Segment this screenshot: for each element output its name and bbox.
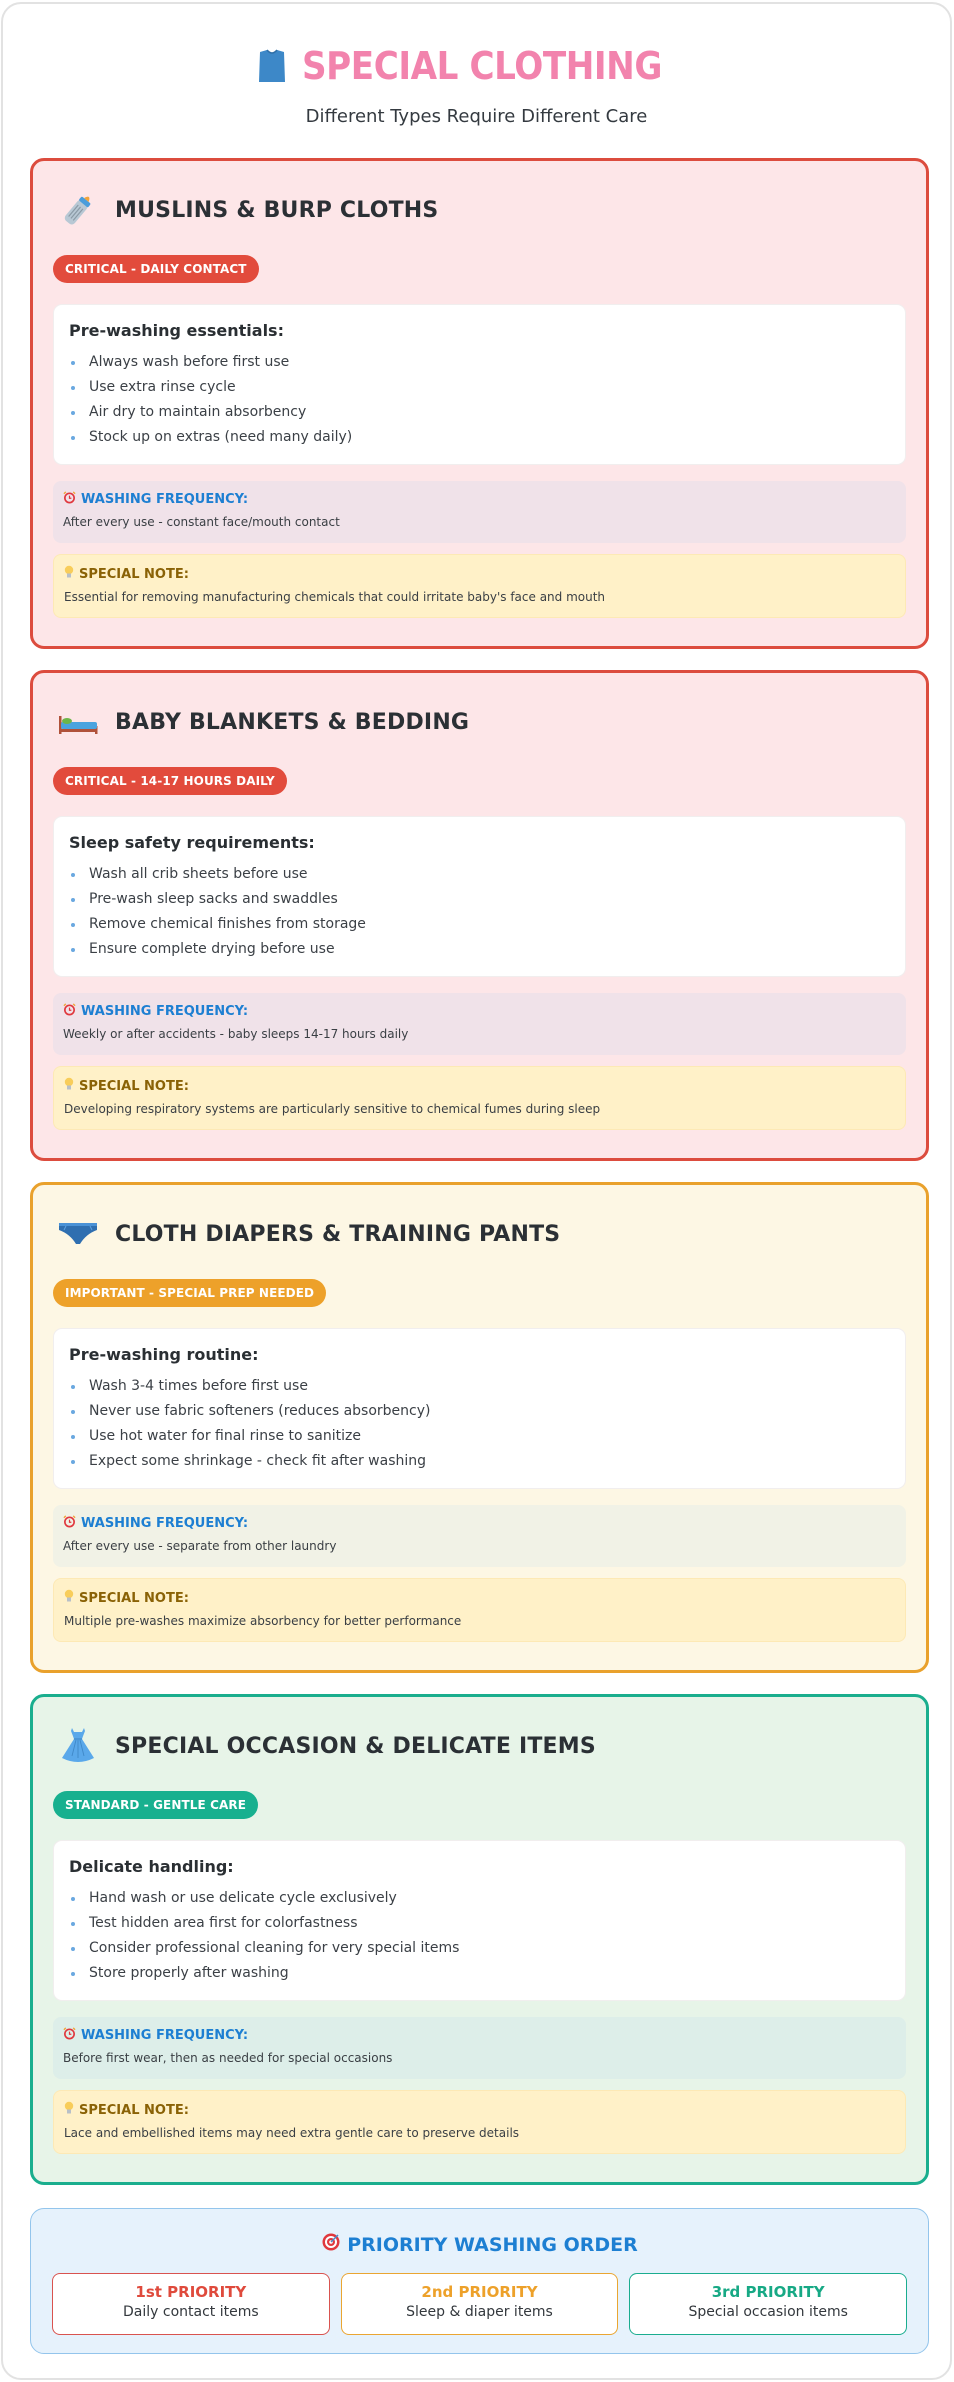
priority-badge: STANDARD - GENTLE CARE bbox=[53, 1791, 258, 1819]
steps-list bbox=[69, 350, 890, 450]
card-title: BABY BLANKETS & BEDDING bbox=[115, 709, 470, 735]
card-title: CLOTH DIAPERS & TRAINING PANTS bbox=[115, 1221, 561, 1247]
list-item: Air dry to maintain absorbency bbox=[69, 400, 890, 425]
list-item: Ensure complete drying before use bbox=[69, 937, 890, 962]
page-container bbox=[1, 2, 952, 2380]
target-icon bbox=[321, 2232, 341, 2257]
frequency-label-row bbox=[63, 1003, 896, 1020]
frequency-label-row bbox=[63, 2027, 896, 2044]
special-note-box bbox=[53, 554, 906, 618]
steps-box bbox=[53, 816, 906, 977]
list-item: Never use fabric softeners (reduces absorbency) bbox=[69, 1399, 890, 1424]
washing-frequency-box bbox=[53, 481, 906, 543]
priority-desc: Special occasion items bbox=[688, 2304, 848, 2320]
title-row bbox=[3, 38, 950, 94]
frequency-text: After every use - separate from other laundry bbox=[63, 1539, 337, 1553]
note-label: SPECIAL NOTE: bbox=[79, 2102, 189, 2118]
steps-list bbox=[69, 862, 890, 962]
frequency-text: After every use - constant face/mouth contact bbox=[63, 515, 340, 529]
card-header bbox=[56, 185, 438, 235]
card-title: SPECIAL OCCASION & DELICATE ITEMS bbox=[115, 1733, 596, 1759]
special-note-box bbox=[53, 2090, 906, 2154]
list-item: Hand wash or use delicate cycle exclusively bbox=[69, 1886, 890, 1911]
note-text: Essential for removing manufacturing chemicals that could irritate baby's face and mouth bbox=[64, 590, 606, 604]
frequency-label: WASHING FREQUENCY: bbox=[81, 2028, 249, 2043]
steps-box bbox=[53, 1840, 906, 2001]
steps-box bbox=[53, 304, 906, 465]
alarm-clock-icon bbox=[63, 1003, 76, 1020]
list-item: Wash 3-4 times before first use bbox=[69, 1374, 890, 1399]
priority-label: 3rd PRIORITY bbox=[711, 2283, 825, 2301]
clothing-card-delicates bbox=[30, 1694, 929, 2185]
bed-icon bbox=[56, 700, 100, 744]
page-header bbox=[3, 38, 950, 127]
list-item: Store properly after washing bbox=[69, 1961, 890, 1986]
dress-icon bbox=[56, 1724, 100, 1768]
washing-frequency-box bbox=[53, 993, 906, 1055]
priority-desc: Sleep & diaper items bbox=[406, 2304, 553, 2320]
note-text: Multiple pre-washes maximize absorbency for better performance bbox=[64, 1614, 462, 1628]
note-label: SPECIAL NOTE: bbox=[79, 1078, 189, 1094]
priority-item-3 bbox=[629, 2273, 907, 2335]
priority-badge: CRITICAL - 14-17 HOURS DAILY bbox=[53, 767, 287, 795]
light-bulb-icon bbox=[64, 2101, 74, 2119]
list-item: Consider professional cleaning for very special items bbox=[69, 1936, 890, 1961]
list-item: Wash all crib sheets before use bbox=[69, 862, 890, 887]
note-text: Developing respiratory systems are particularly sensitive to chemical fumes during sleep bbox=[64, 1102, 601, 1116]
list-item: Test hidden area first for colorfastness bbox=[69, 1911, 890, 1936]
washing-frequency-box bbox=[53, 1505, 906, 1567]
frequency-label-row bbox=[63, 491, 896, 508]
priority-badge: IMPORTANT - SPECIAL PREP NEEDED bbox=[53, 1279, 326, 1307]
steps-list bbox=[69, 1886, 890, 1986]
card-title: MUSLINS & BURP CLOTHS bbox=[115, 197, 439, 223]
list-item: Pre-wash sleep sacks and swaddles bbox=[69, 887, 890, 912]
list-item: Remove chemical finishes from storage bbox=[69, 912, 890, 937]
note-text: Lace and embellished items may need extra gentle care to preserve details bbox=[64, 2126, 520, 2140]
clothing-card-diapers bbox=[30, 1182, 929, 1673]
card-header bbox=[56, 1721, 596, 1771]
note-label-row bbox=[64, 1077, 895, 1095]
note-label-row bbox=[64, 2101, 895, 2119]
note-label-row bbox=[64, 565, 895, 583]
special-note-box bbox=[53, 1066, 906, 1130]
frequency-label: WASHING FREQUENCY: bbox=[81, 492, 249, 507]
list-item: Use extra rinse cycle bbox=[69, 375, 890, 400]
priority-badge: CRITICAL - DAILY CONTACT bbox=[53, 255, 259, 283]
steps-title: Pre-washing essentials: bbox=[69, 321, 284, 340]
page-subtitle: Different Types Require Different Care bbox=[305, 106, 648, 127]
light-bulb-icon bbox=[64, 1589, 74, 1607]
steps-title: Delicate handling: bbox=[69, 1857, 234, 1876]
frequency-label: WASHING FREQUENCY: bbox=[81, 1004, 249, 1019]
frequency-text: Weekly or after accidents - baby sleeps 14-17 hours daily bbox=[63, 1027, 409, 1041]
steps-title: Sleep safety requirements: bbox=[69, 833, 315, 852]
page-title: SPECIAL CLOTHING bbox=[301, 44, 662, 88]
list-item: Stock up on extras (need many daily) bbox=[69, 425, 890, 450]
special-note-box bbox=[53, 1578, 906, 1642]
frequency-label-row bbox=[63, 1515, 896, 1532]
list-item: Use hot water for final rinse to sanitize bbox=[69, 1424, 890, 1449]
t-shirt-icon bbox=[252, 46, 292, 86]
card-header bbox=[56, 697, 469, 747]
steps-title: Pre-washing routine: bbox=[69, 1345, 259, 1364]
priority-title-row bbox=[31, 2232, 928, 2257]
priority-desc: Daily contact items bbox=[123, 2304, 259, 2320]
note-label: SPECIAL NOTE: bbox=[79, 1590, 189, 1606]
note-label-row bbox=[64, 1589, 895, 1607]
clothing-card-muslins bbox=[30, 158, 929, 649]
frequency-text: Before first wear, then as needed for special occasions bbox=[63, 2051, 393, 2065]
priority-label: 2nd PRIORITY bbox=[421, 2283, 538, 2301]
light-bulb-icon bbox=[64, 1077, 74, 1095]
priority-list bbox=[52, 2273, 907, 2335]
priority-title: PRIORITY WASHING ORDER bbox=[347, 2233, 638, 2256]
steps-list bbox=[69, 1374, 890, 1474]
briefs-icon bbox=[56, 1212, 100, 1256]
priority-item-1 bbox=[52, 2273, 330, 2335]
alarm-clock-icon bbox=[63, 1515, 76, 1532]
washing-frequency-box bbox=[53, 2017, 906, 2079]
priority-washing-order bbox=[30, 2208, 929, 2354]
clothing-card-blankets bbox=[30, 670, 929, 1161]
priority-item-2 bbox=[341, 2273, 619, 2335]
priority-label: 1st PRIORITY bbox=[135, 2283, 247, 2301]
alarm-clock-icon bbox=[63, 491, 76, 508]
alarm-clock-icon bbox=[63, 2027, 76, 2044]
baby-bottle-icon bbox=[56, 188, 100, 232]
note-label: SPECIAL NOTE: bbox=[79, 566, 189, 582]
steps-box bbox=[53, 1328, 906, 1489]
list-item: Always wash before first use bbox=[69, 350, 890, 375]
card-header bbox=[56, 1209, 560, 1259]
light-bulb-icon bbox=[64, 565, 74, 583]
list-item: Expect some shrinkage - check fit after washing bbox=[69, 1449, 890, 1474]
frequency-label: WASHING FREQUENCY: bbox=[81, 1516, 249, 1531]
